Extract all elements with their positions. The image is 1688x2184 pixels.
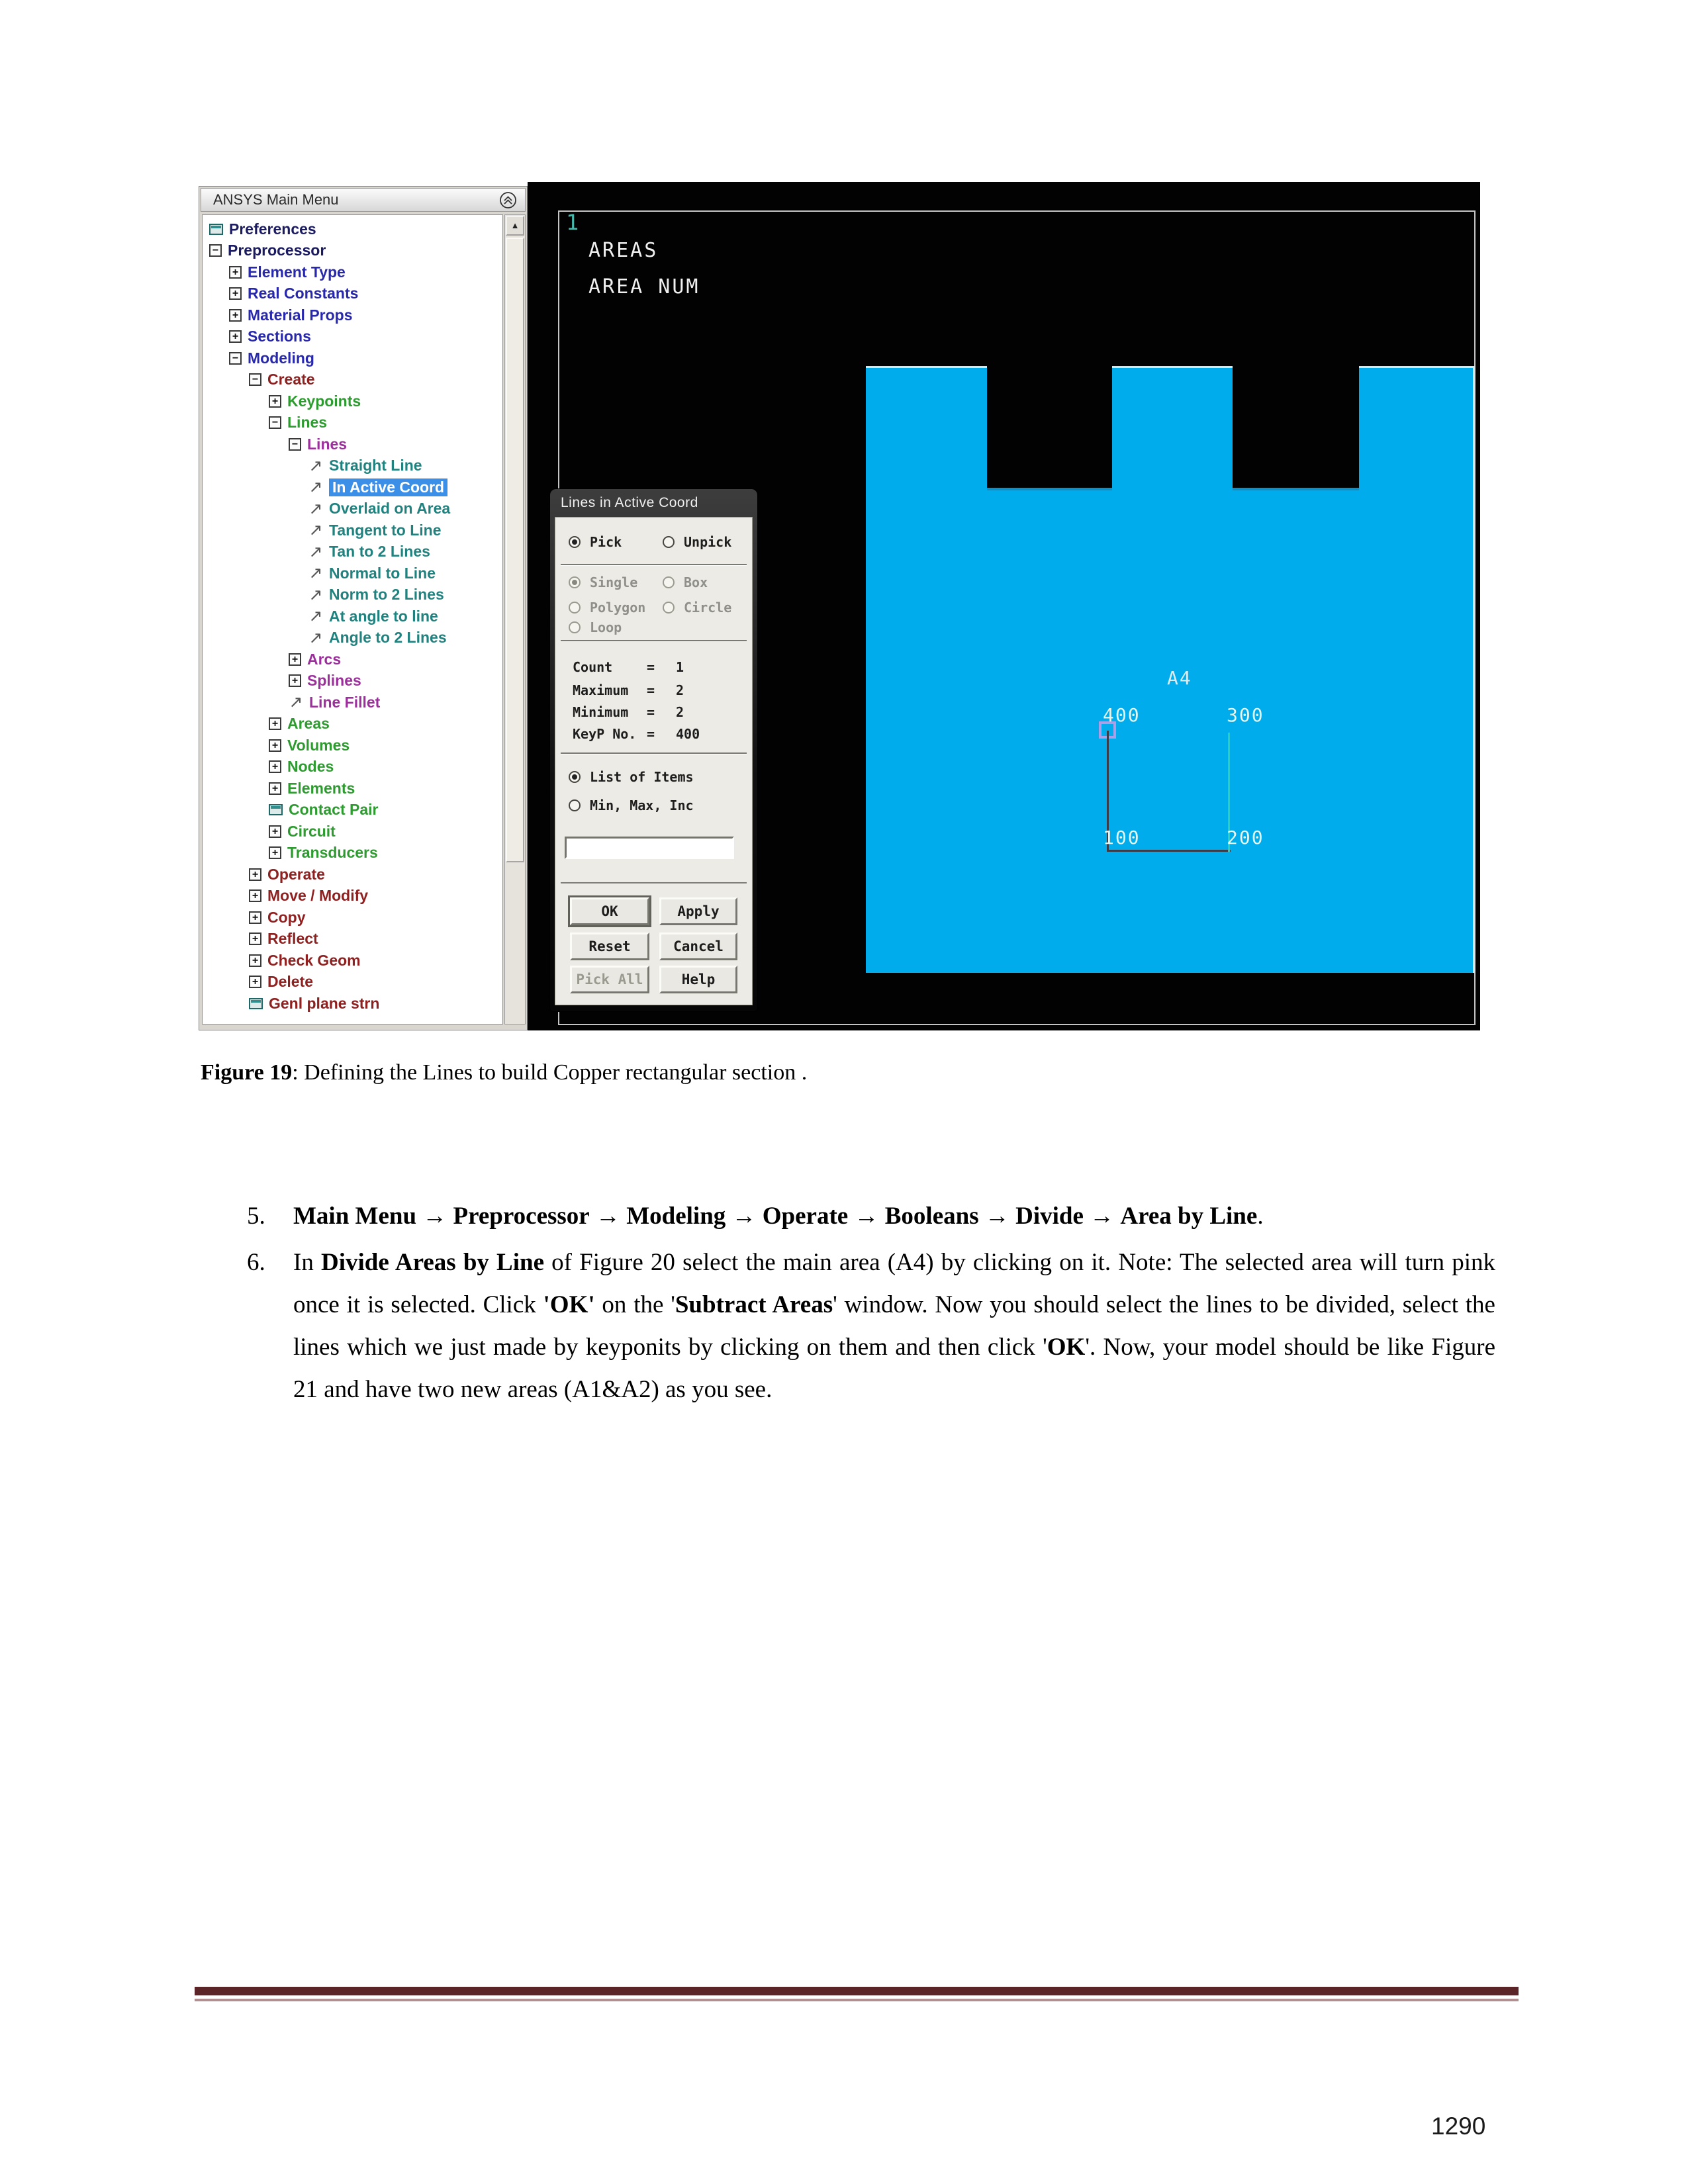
main-menu-title: ANSYS Main Menu	[213, 191, 339, 208]
stat-name: Maximum	[573, 682, 629, 698]
menu-item-label[interactable]: Genl plane strn	[269, 994, 380, 1012]
box-radio[interactable]	[663, 576, 675, 588]
menu-item-check-geom[interactable]	[203, 950, 502, 972]
item-list-input[interactable]	[565, 837, 734, 859]
reset-button[interactable]: Reset	[570, 933, 649, 960]
dialog-body	[555, 517, 753, 1005]
single-radio-label: Single	[590, 574, 638, 590]
menu-item-label[interactable]: Sections	[248, 328, 311, 345]
stat-eq: =	[647, 704, 655, 720]
stat-eq: =	[647, 682, 655, 698]
expand-plus-icon[interactable]: +	[229, 266, 242, 279]
menu-item-label[interactable]: In Active Coord	[329, 478, 447, 496]
menu-item-straight-line[interactable]	[203, 455, 502, 477]
menu-scrollbar[interactable]	[504, 214, 526, 1024]
expand-plus-icon[interactable]: +	[249, 933, 261, 945]
expand-plus-icon[interactable]: +	[229, 287, 242, 300]
pick-arrow-icon: ↗	[308, 585, 323, 604]
menu-item-angle-to-2-lines[interactable]	[203, 627, 502, 649]
menu-item-label[interactable]: Nodes	[287, 758, 334, 776]
loop-radio-label: Loop	[590, 619, 622, 635]
expand-plus-icon[interactable]: +	[229, 309, 242, 322]
pick-arrow-icon: ↗	[308, 564, 323, 583]
stat-eq: =	[647, 659, 655, 675]
menu-item-real-constants[interactable]	[203, 283, 502, 305]
pick-arrow-icon: ↗	[308, 521, 323, 540]
menu-item-label[interactable]: Overlaid on Area	[329, 500, 451, 518]
menu-item-label[interactable]: Volumes	[287, 736, 350, 754]
lines-in-active-coord-dialog	[550, 489, 757, 1011]
menu-item-move-modify[interactable]	[203, 886, 502, 907]
stat-value: 400	[676, 726, 700, 742]
page-number: 1290	[1431, 2113, 1486, 2140]
menu-item-label[interactable]: Create	[267, 371, 315, 388]
pick-arrow-icon: ↗	[308, 478, 323, 497]
main-menu-tree	[202, 214, 503, 1024]
footer-rule-thin	[195, 1999, 1519, 2001]
legend-area-num: AREA NUM	[588, 275, 700, 298]
help-button[interactable]: Help	[659, 966, 737, 993]
menu-item-label[interactable]: Modeling	[248, 349, 314, 367]
menu-item-label[interactable]: Lines	[307, 435, 348, 453]
min-max-inc-radio[interactable]	[569, 799, 581, 811]
expand-plus-icon[interactable]: +	[269, 395, 281, 408]
main-menu-titlebar[interactable]	[201, 188, 526, 212]
stat-keyp-no	[555, 726, 752, 746]
keypoint-label-400: 400	[1103, 704, 1141, 726]
step-number: 6.	[247, 1249, 265, 1276]
menu-item-arcs[interactable]	[203, 649, 502, 670]
separator	[561, 752, 747, 754]
box-radio-label: Box	[684, 574, 708, 590]
stat-value: 2	[676, 704, 684, 720]
step-text: In Divide Areas by Line of Figure 20 select the main area (A4) by clicking on it. Note: The selected area will turn pink once it is selected. Click 'OK' on the 'Subtract Areas' window. Now you should select the lines to be divided, select the lines which we just made by keyponits by clicking on them and then click 'OK'. Now, your model should be like Figure 21 and have two new areas (A1&A2) as you see.	[293, 1249, 1495, 1403]
menu-item-label[interactable]: Material Props	[248, 306, 353, 324]
dialog-box-icon	[249, 998, 263, 1009]
menu-item-label[interactable]: Tan to 2 Lines	[329, 543, 430, 561]
menu-item-at-angle-to-line[interactable]	[203, 606, 502, 627]
pick-arrow-icon: ↗	[308, 456, 323, 475]
unpick-radio[interactable]	[663, 536, 675, 548]
separator	[561, 564, 747, 566]
collapse-minus-icon[interactable]: −	[209, 244, 222, 257]
menu-item-element-type[interactable]	[203, 261, 502, 283]
menu-item-keypoints[interactable]	[203, 390, 502, 412]
expand-plus-icon[interactable]: +	[289, 653, 301, 666]
menu-item-label[interactable]: At angle to line	[329, 607, 438, 625]
menu-item-create[interactable]	[203, 369, 502, 391]
list-of-items-radio-label: List of Items	[590, 769, 694, 785]
circle-radio[interactable]	[663, 602, 675, 614]
menu-item-overlaid-on-area[interactable]	[203, 498, 502, 520]
stat-eq: =	[647, 726, 655, 742]
expand-plus-icon[interactable]: +	[249, 976, 261, 988]
menu-item-label[interactable]: Contact Pair	[289, 801, 379, 819]
expand-plus-icon[interactable]: +	[269, 717, 281, 730]
menu-item-label[interactable]: Angle to 2 Lines	[329, 629, 447, 647]
menu-item-genl-plane-strn[interactable]	[203, 993, 502, 1015]
menu-item-label[interactable]: Preferences	[229, 220, 316, 238]
menu-item-label[interactable]: Splines	[307, 672, 361, 690]
pick-arrow-icon: ↗	[308, 542, 323, 561]
loop-radio[interactable]	[569, 621, 581, 633]
expand-plus-icon[interactable]: +	[249, 868, 261, 881]
step-item	[247, 1242, 1495, 1411]
single-radio[interactable]	[569, 576, 581, 588]
menu-item-preferences[interactable]	[203, 218, 502, 240]
unpick-radio-label: Unpick	[684, 534, 732, 550]
menu-item-label[interactable]: Norm to 2 Lines	[329, 586, 444, 604]
min-max-inc-radio-label: Min, Max, Inc	[590, 797, 694, 813]
line-keypoint-100-200	[1107, 850, 1231, 852]
pick-arrow-icon: ↗	[308, 499, 323, 518]
cancel-button[interactable]: Cancel	[659, 933, 737, 960]
expand-plus-icon[interactable]: +	[269, 739, 281, 752]
menu-item-label[interactable]: Element Type	[248, 263, 346, 281]
expand-plus-icon[interactable]: +	[269, 846, 281, 859]
stat-name: Minimum	[573, 704, 629, 720]
step-item	[247, 1195, 1495, 1238]
menu-item-line-fillet[interactable]	[203, 692, 502, 713]
dialog-box-icon	[269, 804, 283, 815]
menu-item-normal-to-line[interactable]	[203, 563, 502, 584]
menu-item-preprocessor[interactable]	[203, 240, 502, 262]
collapse-minus-icon[interactable]: −	[289, 438, 301, 451]
pick-radio-label: Pick	[590, 534, 622, 550]
expand-plus-icon[interactable]: +	[269, 760, 281, 773]
ok-button[interactable]: OK	[570, 897, 649, 925]
menu-item-splines[interactable]	[203, 670, 502, 692]
menu-item-operate[interactable]	[203, 864, 502, 886]
circle-radio-label: Circle	[684, 600, 732, 615]
menu-item-areas[interactable]	[203, 713, 502, 735]
menu-item-label[interactable]: Copy	[267, 908, 306, 926]
expand-plus-icon[interactable]: +	[229, 330, 242, 343]
stat-value: 1	[676, 659, 684, 675]
pick-arrow-icon: ↗	[289, 693, 303, 712]
menu-item-tan-to-2-lines[interactable]	[203, 541, 502, 563]
menu-item-label[interactable]: Keypoints	[287, 392, 361, 410]
dialog-title: Lines in Active Coord	[561, 495, 698, 510]
expand-plus-icon[interactable]: +	[249, 911, 261, 924]
figure-caption	[201, 1060, 807, 1085]
ansys-main-menu-window	[199, 186, 528, 1030]
menu-item-label[interactable]: Normal to Line	[329, 564, 436, 582]
stat-name: KeyP No.	[573, 726, 637, 742]
apply-button[interactable]: Apply	[659, 897, 737, 925]
top-notch-right	[1233, 366, 1359, 490]
expand-plus-icon[interactable]: +	[249, 889, 261, 902]
menu-item-contact-pair[interactable]	[203, 799, 502, 821]
menu-item-sections[interactable]	[203, 326, 502, 348]
menu-item-delete[interactable]	[203, 972, 502, 993]
expand-plus-icon[interactable]: +	[289, 674, 301, 687]
menu-item-transducers[interactable]	[203, 842, 502, 864]
menu-item-label[interactable]: Straight Line	[329, 457, 422, 475]
menu-item-label[interactable]: Preprocessor	[228, 242, 326, 259]
dialog-box-icon	[209, 224, 223, 235]
menu-item-label[interactable]: Reflect	[267, 930, 318, 948]
polygon-radio-label: Polygon	[590, 600, 646, 615]
stat-value: 2	[676, 682, 684, 698]
step-number: 5.	[247, 1203, 265, 1230]
scrollbar-up-arrow-icon[interactable]: ▲	[506, 216, 524, 236]
legend-areas: AREAS	[588, 239, 659, 262]
menu-item-label[interactable]: Elements	[287, 779, 355, 797]
menu-item-label[interactable]: Areas	[287, 715, 330, 733]
area-label: A4	[1167, 667, 1192, 689]
menu-item-in-active-coord[interactable]	[203, 477, 502, 498]
separator	[561, 640, 747, 642]
menu-item-modeling[interactable]	[203, 347, 502, 369]
scrollbar-thumb[interactable]	[506, 238, 524, 862]
pick-arrow-icon: ↗	[308, 607, 323, 626]
keypoint-label-100: 100	[1103, 827, 1141, 848]
expand-plus-icon[interactable]: +	[269, 782, 281, 795]
instruction-steps	[247, 1195, 1495, 1415]
collapse-minus-icon[interactable]: −	[249, 373, 261, 386]
menu-item-copy[interactable]	[203, 907, 502, 929]
chevron-double-up-icon[interactable]	[499, 191, 517, 209]
stat-name: Count	[573, 659, 613, 675]
stat-maximum	[555, 682, 752, 702]
footer-rule-thick	[195, 1987, 1519, 1995]
list-of-items-radio[interactable]	[569, 771, 581, 783]
keypoint-label-300: 300	[1227, 704, 1264, 726]
pick-radio[interactable]	[569, 536, 581, 548]
top-notch-left	[987, 366, 1112, 490]
collapse-minus-icon[interactable]: −	[269, 416, 281, 429]
menu-item-label[interactable]: Line Fillet	[309, 693, 381, 711]
menu-item-label[interactable]: Transducers	[287, 844, 378, 862]
step-text: Main Menu → Preprocessor → Modeling → Operate → Booleans → Divide → Area by Line.	[293, 1203, 1264, 1230]
keypoint-label-200: 200	[1227, 827, 1264, 848]
menu-item-label[interactable]: Tangent to Line	[329, 521, 442, 539]
menu-item-label[interactable]: Delete	[267, 973, 314, 991]
menu-item-label[interactable]: Operate	[267, 865, 325, 883]
polygon-radio[interactable]	[569, 602, 581, 614]
menu-item-nodes[interactable]	[203, 756, 502, 778]
stat-minimum	[555, 704, 752, 724]
menu-item-material-props[interactable]	[203, 304, 502, 326]
expand-plus-icon[interactable]: +	[249, 954, 261, 967]
figure-caption-label: Figure 19	[201, 1060, 293, 1085]
menu-item-norm-to-2-lines[interactable]	[203, 584, 502, 606]
pick-all-button[interactable]: Pick All	[570, 966, 649, 993]
menu-item-label[interactable]: Circuit	[287, 822, 336, 840]
collapse-minus-icon[interactable]: −	[229, 352, 242, 365]
menu-item-label[interactable]: Move / Modify	[267, 887, 369, 905]
plot-id-label: 1	[566, 210, 579, 235]
menu-item-reflect[interactable]	[203, 929, 502, 950]
figure-caption-text: : Defining the Lines to build Copper rectangular section .	[292, 1060, 808, 1085]
menu-item-lines[interactable]	[203, 412, 502, 434]
menu-item-lines[interactable]	[203, 433, 502, 455]
menu-item-tangent-to-line[interactable]	[203, 520, 502, 541]
menu-item-label[interactable]: Real Constants	[248, 285, 359, 302]
separator	[561, 882, 747, 884]
menu-item-circuit[interactable]	[203, 821, 502, 842]
menu-item-label[interactable]: Check Geom	[267, 951, 361, 969]
menu-item-label[interactable]: Lines	[287, 414, 328, 432]
ansys-screenshot	[199, 182, 1480, 1030]
stat-count	[555, 659, 752, 679]
menu-item-elements[interactable]	[203, 778, 502, 799]
pick-arrow-icon: ↗	[308, 628, 323, 647]
expand-plus-icon[interactable]: +	[269, 825, 281, 838]
menu-item-volumes[interactable]	[203, 735, 502, 756]
menu-item-label[interactable]: Arcs	[307, 650, 342, 668]
